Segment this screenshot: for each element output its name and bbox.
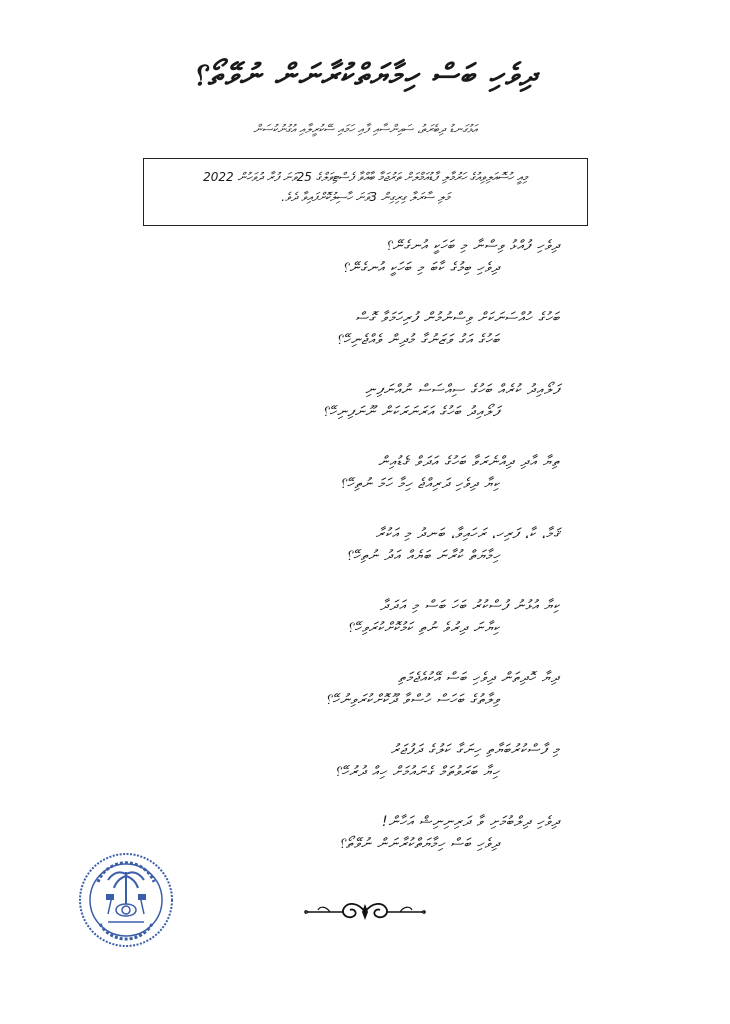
stanza-line-2: ހިޔާ ބަރަވުތަމް ގެނައުމަށް ހިއް ދުރުހޭ؟	[334, 764, 500, 780]
stanza-line-2: ދިވެހި ބިމުގެ ކާބަ މި ބަހަކީ އުނގެނޭ؟	[342, 260, 500, 276]
author-subtitle: އަޅުގަނޑު ދިބެރަތު، ސައިންސާއި ފާއި ހަމައި ސޭކުރީލާއި އުގުނުކުސަން	[253, 122, 477, 136]
info-box	[143, 158, 588, 226]
stanza-line-2: ކިޔާނަ ދިރުވެ ނުތި ކަމުކޮށްކުރަވިހޭ؟	[346, 620, 500, 636]
stanza-line-1: ދިޔާ ހޮދިތަން ދިވެހި ބަސް އޭކުއެޖެމަތި	[398, 670, 560, 686]
poem-stanza	[150, 310, 570, 382]
poem-stanza	[150, 598, 570, 670]
stanza-line-2: ވިލާތުގެ ބަހަސް ހުސްވާ ދޫކޮށްކުރަވިނުހޭ؟	[325, 692, 500, 708]
official-seal-icon	[78, 852, 174, 948]
info-box-line-1: މިއީ ހުސޮއަލިވިއުގެ ހަރުމާލި ފާޑުއަމްލަށް ތަރުޖަމާ ބާއްވާ ފެސްޓިވަލްގެ 25ވަނަ ފުރާ ދުވަހުން 2022	[203, 170, 528, 184]
stanza-line-2: ބަހުގެ އަގު ވަޒަނުގާ މުދިން ވެއްޖެނިހޭ؟	[336, 332, 500, 348]
poem-stanza	[150, 526, 570, 598]
stanza-line-2: ކިޔާ ދިވެހި ދަރިއްޖެ ހިމާ ހަމަ ނުތިހޭ؟	[339, 476, 500, 492]
page-title: ދިވެހި ބަސް ހިމާޔަތްކުރާނަން ނުވޭތޯ؟	[192, 58, 538, 93]
poem-stanza	[150, 742, 570, 814]
poem-stanza	[150, 382, 570, 454]
stanza-line-1: މި ފާސްކުރުބަޔާތި ހިނަގާ ކަލުގެ ދަފުޖަރު	[390, 742, 560, 758]
stanza-line-2: ފަލޯއިދު ބަހުގެ އަރަނަރަކަން ނޫނަފިނިހޭ؟	[322, 404, 500, 420]
stanza-line-2: ދިވެހި ބަސް ހިމާޔަތްކުރާނަން ނުވޭތޯ؟	[338, 836, 500, 852]
poem	[150, 238, 570, 886]
stanza-line-1: ދިވެހި ދިލްބުމަށި ވާ ދަރިނިނިޝް އަހާން!	[381, 814, 560, 830]
stanza-line-1: ބަހުގެ ހުއްސަނަކަށް ވިސްނުމުން ފުރިހަމަވާ ގޮސް	[355, 310, 560, 326]
stanza-line-1: ފަލޯއިދު ކުރެއް ބަހުގެ ސިއްސަސް ނުއްނަފިނި	[365, 382, 560, 398]
stanza-line-1: ޤަމާ، ކާ، ފަރިހ، ރަހައިވާ، ބަނދު މި އަކުރާ	[375, 526, 560, 542]
poem-stanza	[150, 454, 570, 526]
poem-stanza	[150, 814, 570, 886]
info-box-line-2: މަލި ސާރަލާ ގިރިގިން 3ވަނަ ހާސިލުކޮށްފައިވާ ދެވެ.	[281, 190, 450, 204]
scroll-ornament-icon	[300, 898, 430, 926]
stanza-line-2: ހިމާޔަތް ކުރާނަ ބަޔެއް އަދު ނުތިހޭ؟	[345, 548, 500, 564]
stanza-line-1: ދިވެހި ފުއްޅު ވިސްނާ މި ބަހަކީ އުނގެނޭ؟	[385, 238, 560, 254]
poem-stanza	[150, 670, 570, 742]
stanza-line-1: ކިޔާ އުޅުނު ފުސްކުރު ބަހަ ބަސް މި އަދަދާ	[380, 598, 560, 614]
stanza-line-1: ތިޔާ އާދި ދިއްނެރަވާ ބަހުގެ އަދަވް ޤެޑުއިން	[378, 454, 560, 470]
poem-stanza	[150, 238, 570, 310]
